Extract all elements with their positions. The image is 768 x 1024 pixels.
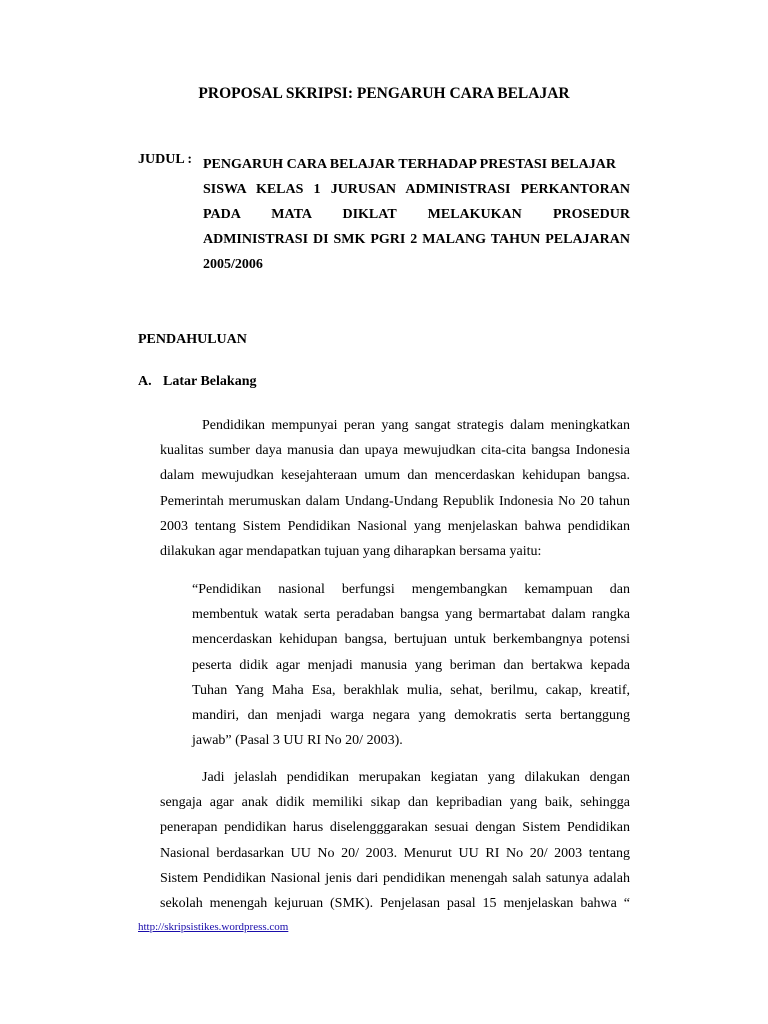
paragraph-1 — [160, 413, 630, 564]
paragraph-line: Sistem Pendidikan Nasional jenis dari pendidikan menengah salah satunya adalah — [160, 870, 630, 886]
judul-line: PENGARUH CARA BELAJAR TERHADAP PRESTASI BELAJAR — [203, 157, 616, 172]
subsection-marker: A. — [138, 374, 152, 389]
quote-line: membentuk watak serta peradaban bangsa yang bermartabat dalam rangka — [192, 607, 630, 623]
paragraph-line: sekolah menengah kejuruan (SMK). Penjelasan pasal 15 menjelaskan bahwa “ — [160, 895, 630, 911]
judul-line: SISWA KELAS 1 JURUSAN ADMINISTRASI PERKANTORAN — [203, 182, 630, 197]
quote-line: peserta didik agar menjadi manusia yang beriman dan bertakwa kepada — [192, 657, 630, 673]
paragraph-2 — [160, 765, 630, 916]
paragraph-line: dalam mewujudkan kesejahteraan umum dan mencerdaskan kehidupan bangsa. — [160, 468, 630, 484]
paragraph-line: Nasional berdasarkan UU No 20/ 2003. Menurut UU RI No 20/ 2003 tentang — [160, 845, 630, 861]
quote-line: “Pendidikan nasional berfungsi mengembangkan kemampuan dan — [192, 582, 630, 597]
judul-line: ADMINISTRASI DI SMK PGRI 2 MALANG TAHUN PELAJARAN — [203, 232, 630, 247]
quote-line: mencerdaskan kehidupan bangsa, bertujuan untuk berkembangnya potensi — [192, 632, 630, 648]
paragraph-line: sengaja agar anak didik memiliki sikap dan kepribadian yang baik, sehingga — [160, 795, 630, 811]
quote-line: jawab” (Pasal 3 UU RI No 20/ 2003). — [192, 733, 403, 749]
paragraph-line: Pendidikan mempunyai peran yang sangat strategis dalam meningkatkan — [202, 418, 630, 433]
judul-label: JUDUL : — [138, 152, 193, 167]
subsection-title: Latar Belakang — [163, 374, 257, 389]
quote-block — [192, 577, 630, 753]
quote-line: mandiri, dan menjadi warga negara yang demokratis serta bertanggung — [192, 707, 630, 723]
paragraph-line: Jadi jelaslah pendidikan merupakan kegiatan yang dilakukan dengan — [202, 770, 630, 785]
paragraph-line: penerapan pendidikan harus diselengggarakan sesuai dengan Sistem Pendidikan — [160, 820, 630, 836]
paragraph-line: Pemerintah merumuskan dalam Undang-Undang Republik Indonesia No 20 tahun — [160, 493, 630, 509]
paragraph-line: 2003 tentang Sistem Pendidikan Nasional yang menjelaskan bahwa pendidikan — [160, 518, 630, 534]
judul-line: PADA MATA DIKLAT MELAKUKAN PROSEDUR — [203, 207, 630, 222]
paragraph-line: dilakukan agar mendapatkan tujuan yang diharapkan bersama yaitu: — [160, 543, 542, 559]
quote-line: Tuhan Yang Maha Esa, berakhlak mulia, sehat, berilmu, cakap, kreatif, — [192, 682, 630, 698]
footer-link[interactable]: http://skripsistikes.wordpress.com — [138, 921, 289, 933]
paragraph-line: kualitas sumber daya manusia dan upaya mewujudkan cita-cita bangsa Indonesia — [160, 443, 630, 459]
section-heading: PENDAHULUAN — [138, 332, 247, 347]
judul-text — [203, 152, 630, 277]
document-title: PROPOSAL SKRIPSI: PENGARUH CARA BELAJAR — [198, 85, 570, 102]
subsection-heading — [138, 374, 256, 390]
judul-line: 2005/2006 — [203, 257, 263, 272]
